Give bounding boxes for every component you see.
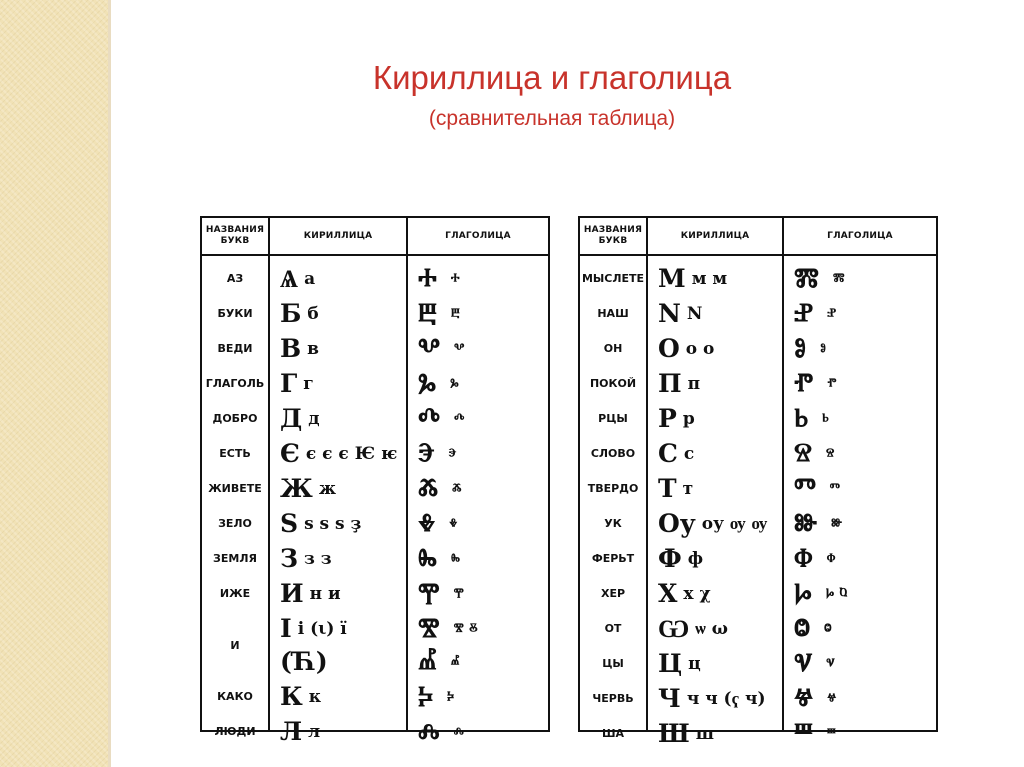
cyrillic-variants: ѕ ѕ ѕ ҙ [304,513,362,534]
glagolitic-small: ⰵ [448,443,457,463]
cyrillic-glyphs [270,577,416,610]
glagolitic-small: ⰺ ⰻ [453,618,478,638]
glagolitic-capital: Ⰱ [418,298,437,328]
letter-name: ФЕРЬТ [591,552,635,565]
cyrillic-glyphs [270,507,416,540]
glagolitic-small: ⰾ [453,721,464,741]
cyrillic-glyphs [270,645,416,678]
cyrillic-variants: ф [687,548,704,569]
letter-name: ОН [603,342,623,355]
glagolitic-small: ⱎ [826,723,836,743]
cyrillic-variants: т [682,478,694,499]
table-row [580,507,936,540]
glagolitic-glyphs [408,297,558,330]
cyrillic-variants: є є є Ѥ ѥ [305,443,398,464]
table-row [202,577,548,610]
glagolitic-capital: Ⰽ [418,681,434,711]
glagolitic-small: ⰷ [449,513,458,533]
glagolitic-small: ⰳ [450,373,459,393]
glagolitic-capital: Ⰼ [418,646,437,676]
cyrillic-capital: Ѡ [658,613,690,643]
cyrillic-glyphs [648,297,792,330]
glagolitic-capital: Ⱎ [794,718,813,748]
side-stripe-edge [108,0,111,767]
header-cyrillic: КИРИЛЛИЦА [303,230,373,241]
cyrillic-variants: с [683,443,695,464]
cyrillic-variants: а [304,268,316,289]
letter-name: ЗЕМЛЯ [213,552,257,565]
cyrillic-capital: К [280,682,303,711]
glagolitic-small: ⱍ [827,688,837,708]
letter-name: СЛОВО [590,447,636,460]
cyrillic-variants: н и [309,583,341,604]
glagolitic-small: ⰱ [450,303,460,323]
cyrillic-capital: Ж [280,474,313,503]
glagolitic-glyphs [784,577,946,610]
cyrillic-capital: Ѧ [280,263,299,293]
letter-name: НАШ [597,307,629,320]
cyrillic-capital: Оу [658,509,696,538]
glagolitic-capital: Ⱄ [794,438,813,468]
table-row [202,472,548,505]
cyrillic-variants: о о [685,338,715,359]
glagolitic-glyphs [408,367,558,400]
glagolitic-small: ⱆ [831,513,843,533]
glagolitic-capital: Ⰹ [418,578,440,608]
letter-name: УК [604,517,622,530]
cyrillic-variants: м м [691,268,728,289]
letter-name: ИЖЕ [219,587,251,600]
header-names: НАЗВАНИЯ БУКВ [583,225,643,246]
glagolitic-capital: Ⰺ [418,613,440,643]
cyrillic-capital: О [658,334,680,363]
table-row [202,262,548,295]
cyrillic-variants: ѡ ω [695,618,728,639]
cyrillic-glyphs [270,542,416,575]
glagolitic-capital: Ⰾ [418,716,440,746]
cyrillic-variants: х χ [683,583,711,604]
glagolitic-small: ⱉ [824,618,832,638]
glagolitic-small: ⰹ [453,583,464,603]
table-row [580,542,936,575]
alphabet-table-left [200,216,550,746]
letter-name: ПОКОЙ [589,377,637,390]
cyrillic-capital: П [658,369,682,398]
cyrillic-variants: г [303,373,314,394]
letter-name: МЫСЛЕТЕ [581,272,645,285]
letter-name: ХЕР [600,587,626,600]
glagolitic-capital: Ⱍ [794,683,814,713]
table-row [202,437,548,470]
cyrillic-glyphs [648,262,792,295]
glagolitic-capital: Ⰷ [418,508,436,538]
table-header [580,218,936,256]
cyrillic-glyphs [270,332,416,365]
cyrillic-variants: д [308,408,320,429]
glagolitic-small: ⱃ [822,408,829,428]
cyrillic-variants: л [308,721,321,742]
glagolitic-capital: Ⱀ [794,298,814,328]
cyrillic-glyphs [648,507,792,540]
cyrillic-glyphs [270,262,416,295]
glagolitic-capital: Ⱈ [794,578,812,608]
table-row [580,577,936,610]
cyrillic-capital: (Ћ) [280,647,328,676]
table-row [202,542,548,575]
letter-name: ЛЮДИ [214,725,256,738]
glagolitic-capital: Ⱌ [794,648,813,678]
glagolitic-capital: Ⱁ [794,333,807,363]
cyrillic-variants: б [307,303,319,324]
glagolitic-glyphs [784,612,946,645]
glagolitic-small: ⰴ [454,408,465,428]
table-row [580,437,936,470]
letter-name: И [230,638,240,652]
cyrillic-capital: N [658,299,681,328]
cyrillic-glyphs [648,472,792,505]
glagolitic-glyphs [408,612,558,645]
glagolitic-small: ⰲ [454,338,465,358]
letter-name: ЖИВЕТЕ [208,482,262,495]
table-row [580,647,936,680]
cyrillic-variants: р [682,408,695,429]
glagolitic-small: ⱁ [820,338,826,358]
letter-name: ВЕДИ [217,342,253,355]
cyrillic-capital: З [280,544,299,573]
letter-name: ЕСТЬ [219,447,251,460]
glagolitic-glyphs [408,507,558,540]
letter-name: КАКО [217,690,253,703]
cyrillic-capital: И [280,579,304,608]
glagolitic-capital: Ⰴ [418,403,441,433]
glagolitic-glyphs [784,717,946,750]
glagolitic-glyphs [408,715,558,748]
decorative-side-stripe [0,0,108,767]
cyrillic-glyphs [648,367,792,400]
alphabet-table-right [578,216,938,748]
glagolitic-glyphs [408,542,558,575]
cyrillic-capital: Д [280,404,303,433]
letter-name: БУКИ [217,307,253,320]
glagolitic-small: ⰶ [452,478,462,498]
slide-title: Кириллица и глаголица [372,59,732,96]
glagolitic-capital: Ⰵ [418,438,435,468]
glagolitic-glyphs [408,680,558,713]
letter-name: ЧЕРВЬ [592,692,634,705]
cyrillic-glyphs [648,682,792,715]
glagolitic-glyphs [784,542,946,575]
cyrillic-capital: І [280,614,292,643]
cyrillic-capital: М [658,264,686,293]
glagolitic-glyphs [784,682,946,715]
glagolitic-glyphs [408,472,558,505]
cyrillic-capital: В [280,334,302,363]
cyrillic-glyphs [648,612,792,645]
glagolitic-glyphs [784,332,946,365]
header-glagolitic: ГЛАГОЛИЦА [445,230,511,241]
glagolitic-small: ⰼ [450,651,460,671]
cyrillic-capital: Х [658,579,678,608]
table-row [580,332,936,365]
table-row [202,297,548,330]
cyrillic-variants: ц [688,653,701,674]
table-row [580,682,936,715]
table-row [580,297,936,330]
cyrillic-glyphs [270,437,416,470]
cyrillic-capital: Ф [658,544,682,573]
letter-name: АЗ [226,272,244,285]
cyrillic-glyphs [270,472,416,505]
cyrillic-capital: Л [280,717,303,746]
cyrillic-glyphs [648,717,792,750]
cyrillic-glyphs [648,332,792,365]
glagolitic-capital: Ⰶ [418,473,439,503]
header-glagolitic: ГЛАГОЛИЦА [827,230,893,241]
cyrillic-variants: ж [318,478,336,499]
glagolitic-glyphs [784,507,946,540]
cyrillic-capital: Ц [658,649,683,678]
glagolitic-capital: Ⱉ [794,613,811,643]
letter-name: ДОБРО [212,412,258,425]
cyrillic-glyphs [648,402,792,435]
cyrillic-variants: п [687,373,701,394]
table-row [202,715,548,748]
letter-name: ЗЕЛО [218,517,252,530]
glagolitic-small: ⱂ [827,373,837,393]
glagolitic-capital: Ⰿ [794,263,819,293]
glagolitic-small: ⱀ [827,303,837,323]
glagolitic-capital: Ⱂ [794,368,814,398]
cyrillic-capital: Ч [658,684,681,713]
cyrillic-glyphs [270,402,416,435]
cyrillic-glyphs [648,437,792,470]
glagolitic-glyphs [408,262,558,295]
glagolitic-small: ⱇ [826,548,836,568]
slide-subtitle: (сравнительная таблица) [428,107,676,130]
glagolitic-glyphs [408,402,558,435]
glagolitic-small: ⱌ [826,653,835,673]
glagolitic-small: ⰿ [832,268,845,288]
cyrillic-capital: Ѕ [280,509,299,538]
table-row [202,367,548,400]
cyrillic-capital: Т [658,474,677,503]
cyrillic-glyphs [270,715,416,748]
glagolitic-capital: Ⰲ [418,333,441,363]
cyrillic-glyphs [648,647,792,680]
glagolitic-glyphs [784,472,946,505]
glagolitic-glyphs [408,577,558,610]
cyrillic-variants: N [686,303,703,324]
letter-name: РЦЫ [598,412,628,425]
glagolitic-glyphs [784,367,946,400]
cyrillic-variants: ш [695,723,714,744]
glagolitic-capital: Ⰳ [418,368,437,398]
letter-name: ТВЕРДО [587,482,639,495]
glagolitic-small: ⱄ [826,443,835,463]
table-row [580,402,936,435]
cyrillic-capital: Б [280,299,302,328]
cyrillic-glyphs [270,297,416,330]
cyrillic-variants: к [308,686,322,707]
glagolitic-glyphs [784,437,946,470]
cyrillic-variants: оу ѹ ѹ [701,513,768,534]
glagolitic-small: ⰰ [450,268,460,288]
glagolitic-glyphs [408,645,558,678]
glagolitic-glyphs [784,402,946,435]
letter-name: ОТ [604,622,622,635]
glagolitic-glyphs [408,332,558,365]
glagolitic-capital: Ⱆ [794,508,818,538]
table-row [202,332,548,365]
cyrillic-capital: Г [280,369,298,398]
table-row [202,402,548,435]
glagolitic-small: ⱈ ⱒ [825,583,848,603]
table-row [202,507,548,540]
table-header [202,218,548,256]
glagolitic-glyphs [784,297,946,330]
header-names: НАЗВАНИЯ БУКВ [205,225,265,246]
table-row [580,262,936,295]
glagolitic-capital: Ⰰ [418,263,437,293]
cyrillic-capital: Р [658,404,677,433]
glagolitic-capital: Ⱅ [794,473,816,503]
cyrillic-glyphs [270,612,416,645]
glagolitic-glyphs [784,262,946,295]
table-row [580,367,936,400]
cyrillic-variants: в [307,338,319,359]
table-row [580,717,936,750]
glagolitic-small: ⰽ [447,686,455,706]
letter-name: ЦЫ [602,657,624,670]
cyrillic-capital: Ш [658,719,690,748]
letter-name: ША [601,727,625,740]
table-row [580,472,936,505]
cyrillic-variants: з з [304,548,332,569]
glagolitic-capital: Ⰸ [418,543,438,573]
cyrillic-variants: і (ι) ї [297,618,347,639]
cyrillic-glyphs [648,577,792,610]
header-cyrillic: КИРИЛЛИЦА [680,230,750,241]
table-row [202,612,548,678]
glagolitic-capital: Ⱇ [794,543,813,573]
glagolitic-capital: Ⱃ [794,403,809,433]
glagolitic-small: ⰸ [451,548,460,568]
cyrillic-variants: ч ч (ҁ ч) [686,688,766,709]
cyrillic-glyphs [270,367,416,400]
cyrillic-glyphs [648,542,792,575]
glagolitic-small: ⱅ [829,478,840,498]
glagolitic-glyphs [408,437,558,470]
table-row [580,612,936,645]
cyrillic-capital: Є [280,439,300,468]
cyrillic-capital: С [658,439,678,468]
letter-name: ГЛАГОЛЬ [205,377,265,390]
glagolitic-glyphs [784,647,946,680]
table-row [202,680,548,713]
cyrillic-glyphs [270,680,416,713]
